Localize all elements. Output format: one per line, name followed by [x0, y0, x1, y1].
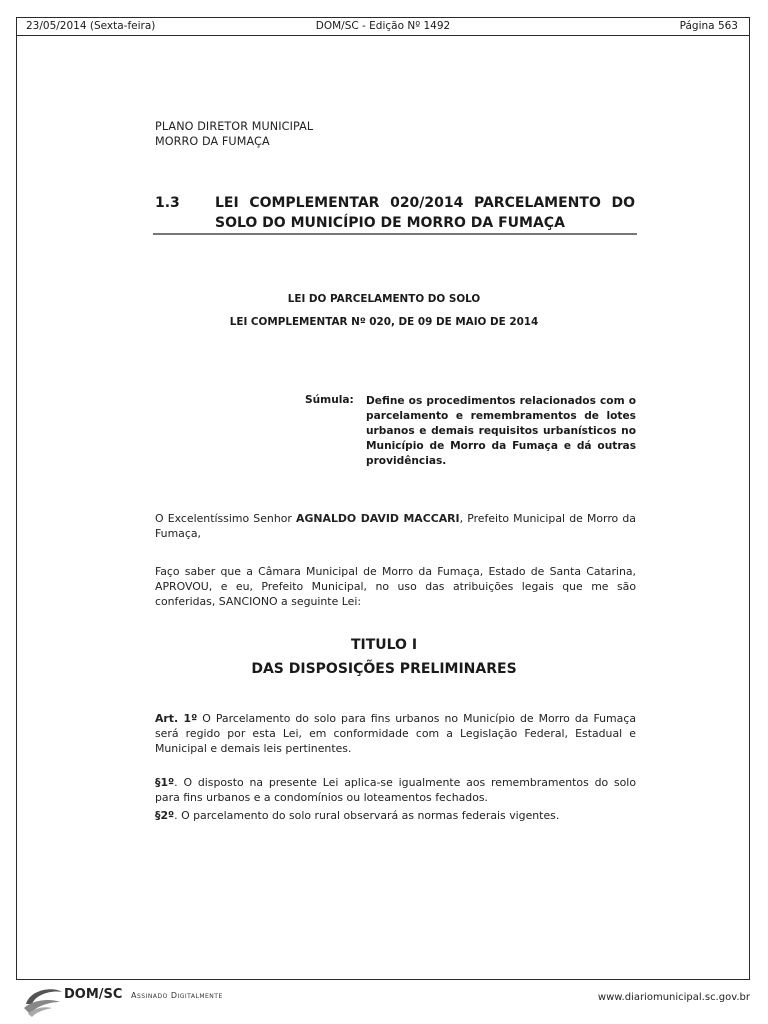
- plan-line-2: MORRO DA FUMAÇA: [155, 135, 270, 148]
- mayor-name: AGNALDO DAVID MACCARI: [296, 512, 460, 525]
- paragraph-1-label: §1º: [155, 776, 175, 789]
- footer-url[interactable]: www.diariomunicipal.sc.gov.br: [597, 992, 750, 1003]
- header-page-number: Página 563: [679, 20, 738, 32]
- intro-prefix: O Excelentíssimo Senhor: [155, 512, 297, 525]
- titulo-subheading: DAS DISPOSIÇÕES PRELIMINARES: [251, 661, 517, 677]
- section-title: LEI COMPLEMENTAR 020/2014 PARCELAMENTO DO SOLO DO MUNICÍPIO DE MORRO DA FUMAÇA: [215, 195, 635, 231]
- paragraph-2: [155, 808, 636, 823]
- footer-signed-label: Assinado Digitalmente: [131, 991, 223, 1000]
- paragraph-2-text: . O parcelamento do solo rural observará as normas federais vigentes.: [174, 809, 560, 822]
- section-number: 1.3: [155, 195, 180, 211]
- page-footer: [16, 980, 750, 1020]
- sumula-text: Define os procedimentos relacionados com o parcelamento e remembramentos de lotes urbanos e demais requisitos urbanísticos no Município de Morro da Fumaça e dá outras providências.: [366, 395, 636, 467]
- sumula-label: Súmula:: [305, 394, 354, 406]
- decree-paragraph: Faço saber que a Câmara Municipal de Morro da Fumaça, Estado de Santa Catarina, APROVOU, e eu, Prefeito Municipal, no uso das atribuições legais que me são conferidas, SANCIONO a seguinte Lei:: [155, 565, 636, 608]
- paragraph-1: [155, 775, 636, 805]
- page-frame: [16, 17, 750, 980]
- page-header: [16, 17, 750, 36]
- header-date: 23/05/2014 (Sexta-feira): [26, 20, 156, 32]
- article-1-label: Art. 1º: [155, 712, 198, 725]
- paragraph-1-text: . O disposto na presente Lei aplica-se igualmente aos remembramentos do solo para fins urbanos e a condomínios ou loteamentos fechados.: [155, 776, 636, 804]
- header-edition: DOM/SC - Edição Nº 1492: [315, 20, 451, 32]
- section-divider: [153, 233, 637, 235]
- paragraph-2-label: §2º: [155, 809, 175, 822]
- plan-line-1: PLANO DIRETOR MUNICIPAL: [155, 120, 314, 133]
- titulo-heading: TITULO I: [350, 637, 418, 653]
- intro-paragraph: [155, 511, 636, 541]
- article-1: [155, 711, 636, 756]
- dom-sc-logo-icon: [22, 984, 64, 1018]
- intro-suffix: , Prefeito Municipal de Morro da Fumaça,: [155, 512, 636, 540]
- article-1-text: O Parcelamento do solo para fins urbanos no Município de Morro da Fumaça será regido por esta Lei, em conformidade com a Legislação Federal, Estadual e Municipal e demais leis pertinentes.: [155, 712, 636, 755]
- footer-logo-text: DOM/SC: [64, 987, 123, 1002]
- law-title: LEI DO PARCELAMENTO DO SOLO: [287, 293, 481, 305]
- plan-heading: [155, 119, 313, 149]
- law-subtitle: LEI COMPLEMENTAR Nº 020, DE 09 DE MAIO DE 2014: [229, 316, 539, 328]
